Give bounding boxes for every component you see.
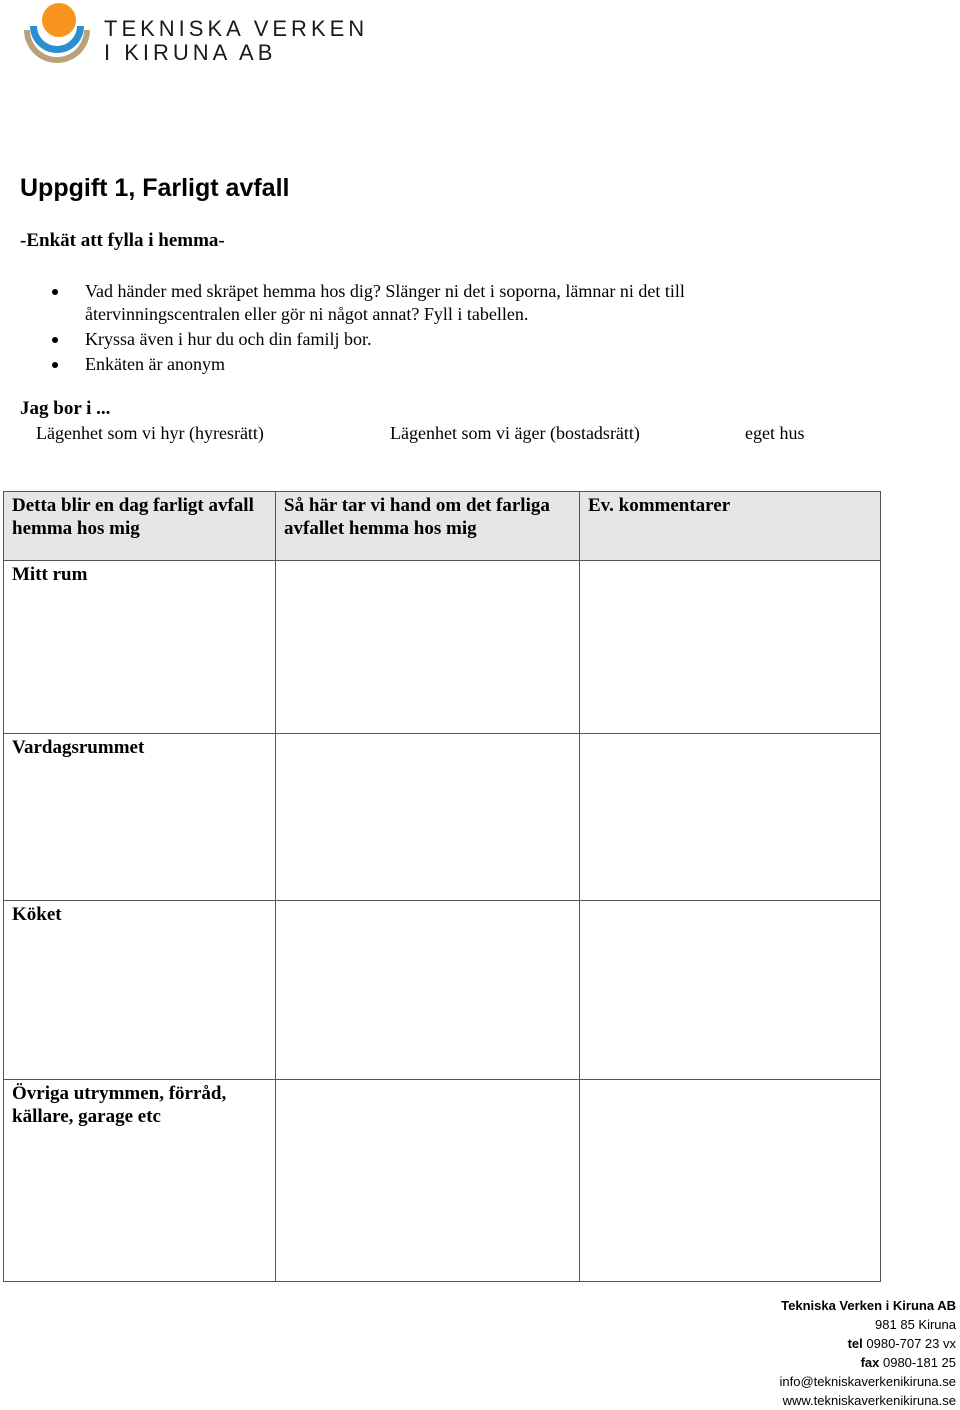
living-option-hyresratt[interactable]: Lägenhet som vi hyr (hyresrätt): [36, 423, 264, 443]
logo-emblem-icon: [22, 0, 92, 75]
handling-cell[interactable]: [276, 901, 580, 1080]
footer-email[interactable]: info@tekniskaverkenikiruna.se: [779, 1374, 956, 1389]
header-handling: Så här tar vi hand om det farliga avfallet hemma hos mig: [276, 492, 580, 561]
comment-cell[interactable]: [580, 901, 881, 1080]
logo-text-line2: I KIRUNA AB: [104, 40, 277, 65]
living-option-eget-hus[interactable]: eget hus: [745, 423, 805, 443]
footer-tel-label: tel: [847, 1336, 863, 1351]
footer-web[interactable]: www.tekniskaverkenikiruna.se: [782, 1393, 956, 1408]
living-option-bostadsratt[interactable]: Lägenhet som vi äger (bostadsrätt): [390, 423, 640, 443]
comment-cell[interactable]: [580, 1080, 881, 1282]
instruction-text: Kryssa även i hur du och din familj bor.: [85, 329, 372, 349]
footer-address: 981 85 Kiruna: [875, 1317, 956, 1332]
page-title: Uppgift 1, Farligt avfall: [20, 174, 290, 202]
instruction-item: [0, 280, 785, 326]
table-row: [4, 1080, 881, 1282]
instruction-item: [0, 328, 785, 351]
footer-fax-value: 0980-181 25: [882, 1355, 956, 1370]
footer-tel: [779, 1334, 956, 1353]
footer-contact: [779, 1296, 956, 1410]
footer-fax-label: fax: [860, 1355, 880, 1370]
survey-table: [3, 491, 881, 1282]
row-label-vardagsrummet: Vardagsrummet: [4, 734, 276, 901]
header-comments: Ev. kommentarer: [580, 492, 881, 561]
row-label-mitt-rum: Mitt rum: [4, 561, 276, 734]
table-row: [4, 561, 881, 734]
instruction-item: [0, 353, 785, 376]
bullet-icon: [52, 362, 58, 368]
table-row: [4, 734, 881, 901]
living-label: Jag bor i ...: [20, 398, 111, 419]
logo-text-line1: TEKNISKA VERKEN: [104, 16, 369, 41]
header-waste-item: Detta blir en dag farligt avfall hemma hos mig: [4, 492, 276, 561]
instruction-text: Enkäten är anonym: [85, 354, 225, 374]
handling-cell[interactable]: [276, 734, 580, 901]
page-subtitle: -Enkät att fylla i hemma-: [20, 230, 225, 251]
table-row: [4, 901, 881, 1080]
footer-company: Tekniska Verken i Kiruna AB: [781, 1298, 956, 1313]
bullet-icon: [52, 289, 58, 295]
comment-cell[interactable]: [580, 734, 881, 901]
instruction-text: Vad händer med skräpet hemma hos dig? Slänger ni det i soporna, lämnar ni det till återvinningscentralen eller gör ni något annat? Fyll i tabellen.: [85, 281, 685, 324]
table-header-row: [4, 492, 881, 561]
footer-tel-value: 0980-707 23 vx: [866, 1336, 956, 1351]
bullet-icon: [52, 337, 58, 343]
instruction-list: [0, 280, 785, 376]
company-logo: [22, 0, 369, 75]
comment-cell[interactable]: [580, 561, 881, 734]
footer-fax: [779, 1353, 956, 1372]
row-label-ovriga-utrymmen: Övriga utrymmen, förråd, källare, garage etc: [4, 1080, 276, 1282]
handling-cell[interactable]: [276, 1080, 580, 1282]
row-label-koket: Köket: [4, 901, 276, 1080]
handling-cell[interactable]: [276, 561, 580, 734]
